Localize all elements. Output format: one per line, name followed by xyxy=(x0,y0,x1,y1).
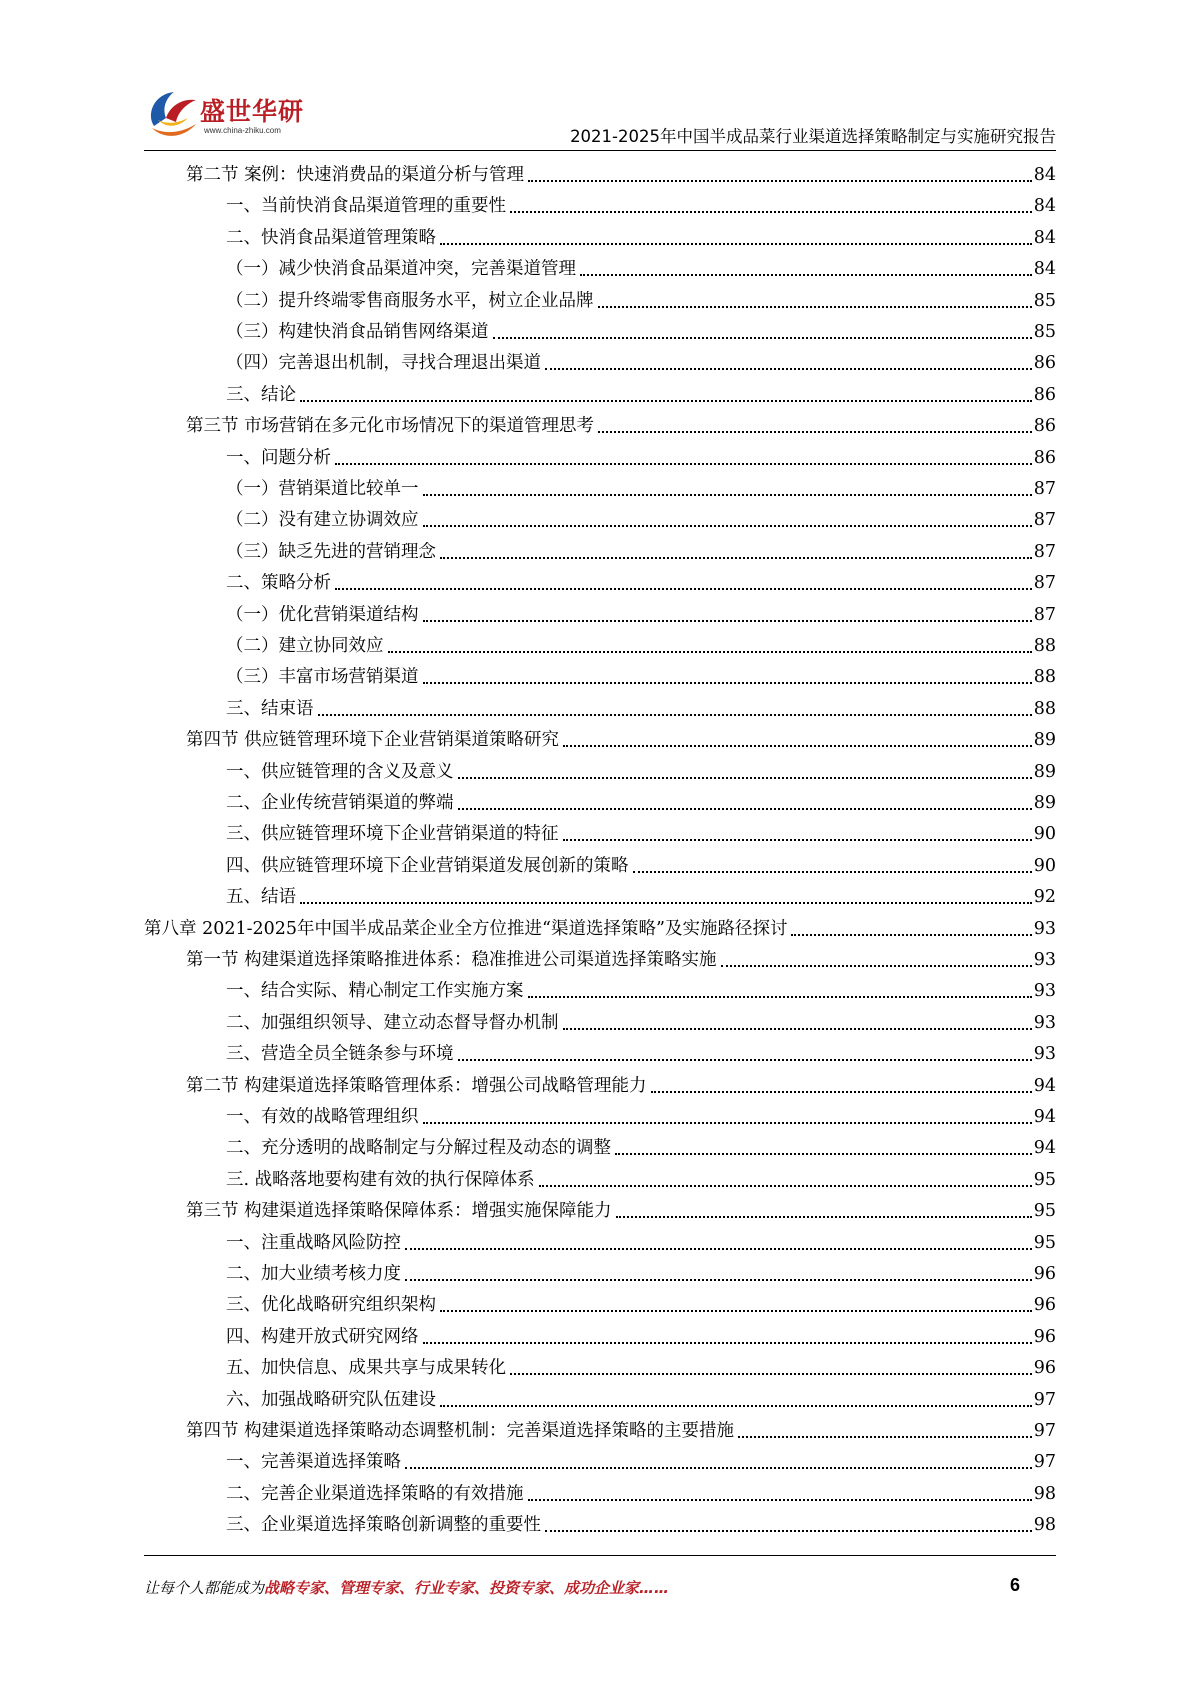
toc-leader-dots xyxy=(423,619,1032,622)
toc-entry[interactable] xyxy=(226,883,1056,911)
toc-entry-page: 95 xyxy=(1033,1232,1056,1253)
toc-entry-page: 87 xyxy=(1033,510,1056,531)
toc-entry-label: （一）减少快消食品渠道冲突，完善渠道管理 xyxy=(226,259,576,280)
toc-leader-dots xyxy=(510,210,1032,213)
toc-entry-label: 一、当前快消食品渠道管理的重要性 xyxy=(226,196,506,217)
toc-entry[interactable] xyxy=(226,632,1056,660)
toc-entry[interactable] xyxy=(186,412,1056,440)
page-header xyxy=(144,78,1056,148)
toc-entry-page: 86 xyxy=(1033,416,1056,437)
toc-leader-dots xyxy=(300,399,1032,402)
toc-entry[interactable] xyxy=(226,820,1056,848)
footer-slogan-prefix: 让每个人都能成为 xyxy=(144,1579,265,1597)
toc-leader-dots xyxy=(423,524,1032,527)
toc-entry-page: 93 xyxy=(1033,950,1056,970)
toc-leader-dots xyxy=(405,1278,1032,1281)
toc-entry-label: （三）缺乏先进的营销理念 xyxy=(226,541,436,562)
toc-entry-page: 84 xyxy=(1033,259,1056,280)
toc-leader-dots xyxy=(423,1341,1032,1344)
toc-entry-label: 一、完善渠道选择策略 xyxy=(226,1452,401,1473)
toc-leader-dots xyxy=(440,1404,1032,1407)
toc-leader-dots xyxy=(545,367,1032,370)
toc-entry-page: 88 xyxy=(1033,667,1056,688)
toc-entry-page: 94 xyxy=(1033,1138,1056,1159)
toc-entry-label: 五、加快信息、成果共享与成果转化 xyxy=(226,1358,506,1379)
toc-entry[interactable] xyxy=(226,1009,1056,1037)
footer-slogan xyxy=(144,1577,669,1598)
footer-slogan-highlight: 战略专家、管理专家、行业专家、投资专家、成功企业家…… xyxy=(264,1579,670,1597)
toc-leader-dots xyxy=(388,650,1032,653)
toc-leader-dots xyxy=(791,933,1031,936)
toc-leader-dots xyxy=(598,305,1032,308)
toc-entry[interactable] xyxy=(226,1323,1056,1351)
toc-entry[interactable] xyxy=(226,318,1056,346)
toc-entry[interactable] xyxy=(226,1103,1056,1131)
toc-entry-page: 96 xyxy=(1033,1295,1056,1316)
toc-entry-label: 第四节 供应链管理环境下企业营销渠道策略研究 xyxy=(186,730,560,751)
toc-leader-dots xyxy=(423,493,1032,496)
report-title: 2021-2025年中国半成品菜行业渠道选择策略制定与实施研究报告 xyxy=(570,127,1056,146)
toc-entry-page: 86 xyxy=(1033,353,1056,374)
toc-leader-dots xyxy=(539,1184,1032,1187)
toc-entry-label: 六、加强战略研究队伍建设 xyxy=(226,1389,436,1410)
toc-entry[interactable] xyxy=(226,1354,1056,1382)
toc-entry-page: 87 xyxy=(1033,573,1056,594)
toc-leader-dots xyxy=(440,1309,1032,1312)
toc-entry-page: 98 xyxy=(1033,1515,1056,1536)
toc-entry-label: 二、加大业绩考核力度 xyxy=(226,1264,401,1284)
toc-entry[interactable] xyxy=(226,287,1056,315)
toc-leader-dots xyxy=(563,1027,1032,1030)
toc-entry[interactable] xyxy=(226,569,1056,597)
toc-entry-label: （一）营销渠道比较单一 xyxy=(226,479,419,499)
toc-leader-dots xyxy=(335,587,1032,590)
toc-entry[interactable] xyxy=(226,1166,1056,1194)
toc-entry[interactable] xyxy=(186,946,1056,974)
toc-entry-label: 二、策略分析 xyxy=(226,573,331,594)
toc-entry[interactable] xyxy=(226,1448,1056,1476)
toc-entry-label: 三、优化战略研究组织架构 xyxy=(226,1295,436,1316)
toc-leader-dots xyxy=(616,1215,1032,1218)
toc-entry-page: 94 xyxy=(1033,1107,1056,1127)
toc-entry[interactable] xyxy=(226,1040,1056,1068)
toc-entry[interactable] xyxy=(226,444,1056,472)
toc-leader-dots xyxy=(633,870,1032,873)
toc-entry-label: 第八章 2021-2025年中国半成品菜企业全方位推进“渠道选择策略”及实施路径探讨 xyxy=(144,918,788,939)
toc-entry[interactable] xyxy=(186,161,1056,189)
toc-entry-label: 三、供应链管理环境下企业营销渠道的特征 xyxy=(226,824,559,845)
toc-leader-dots xyxy=(423,681,1032,684)
toc-entry[interactable] xyxy=(226,1386,1056,1414)
toc-entry[interactable] xyxy=(226,789,1056,817)
page-number: 6 xyxy=(1010,1575,1021,1595)
toc-entry[interactable] xyxy=(226,538,1056,566)
logo-emblem-icon xyxy=(144,84,202,142)
toc-entry-page: 97 xyxy=(1033,1452,1056,1473)
toc-entry[interactable] xyxy=(226,381,1056,409)
toc-entry-label: 三. 战略落地要构建有效的执行保障体系 xyxy=(226,1169,535,1190)
toc-entry-label: 二、快消食品渠道管理策略 xyxy=(226,227,436,248)
toc-entry-page: 85 xyxy=(1033,322,1056,342)
toc-entry-label: 一、注重战略风险防控 xyxy=(226,1232,401,1253)
toc-leader-dots xyxy=(510,1372,1032,1375)
toc-entry-page: 89 xyxy=(1033,730,1056,751)
toc-entry-label: 第一节 构建渠道选择策略推进体系：稳准推进公司渠道选择策略实施 xyxy=(186,950,717,970)
toc-entry-page: 88 xyxy=(1033,636,1056,656)
toc-entry-label: （二）建立协同效应 xyxy=(226,636,384,656)
toc-entry-page: 90 xyxy=(1033,824,1056,845)
toc-leader-dots xyxy=(651,1090,1032,1093)
toc-entry-page: 96 xyxy=(1033,1264,1056,1284)
toc-entry[interactable] xyxy=(226,1291,1056,1319)
toc-leader-dots xyxy=(528,995,1032,998)
toc-entry-label: （二）提升终端零售商服务水平，树立企业品牌 xyxy=(226,290,594,311)
toc-entry-page: 96 xyxy=(1033,1358,1056,1379)
toc-entry[interactable] xyxy=(186,1417,1056,1445)
toc-entry-label: 一、结合实际、精心制定工作实施方案 xyxy=(226,981,524,1002)
toc-entry-label: 三、结论 xyxy=(226,384,296,405)
toc-entry[interactable] xyxy=(144,915,1056,943)
toc-entry-label: 二、加强组织领导、建立动态督导督办机制 xyxy=(226,1012,559,1033)
toc-entry-page: 96 xyxy=(1033,1326,1056,1347)
toc-entry-page: 90 xyxy=(1033,855,1056,876)
toc-entry-label: 一、问题分析 xyxy=(226,447,331,468)
toc-entry[interactable] xyxy=(226,224,1056,252)
toc-leader-dots xyxy=(545,1529,1032,1532)
toc-leader-dots xyxy=(563,838,1032,841)
toc-entry-label: 一、供应链管理的含义及意义 xyxy=(226,761,454,782)
toc-entry[interactable] xyxy=(226,255,1056,283)
toc-entry-label: （三）构建快消食品销售网络渠道 xyxy=(226,322,489,342)
logo-url: www.china-zhiku.com xyxy=(204,126,281,135)
toc-entry-page: 92 xyxy=(1033,887,1056,908)
toc-entry-page: 97 xyxy=(1033,1421,1056,1441)
toc-entry-label: 四、构建开放式研究网络 xyxy=(226,1326,419,1347)
toc-leader-dots xyxy=(440,556,1032,559)
toc-entry-page: 98 xyxy=(1033,1483,1056,1504)
toc-entry-page: 93 xyxy=(1033,981,1056,1002)
toc-entry[interactable] xyxy=(226,663,1056,691)
toc-entry-page: 87 xyxy=(1033,604,1056,625)
toc-entry[interactable] xyxy=(226,1511,1056,1539)
toc-leader-dots xyxy=(615,1152,1032,1155)
toc-leader-dots xyxy=(493,336,1032,339)
toc-entry-page: 87 xyxy=(1033,541,1056,562)
toc-entry-label: （四）完善退出机制，寻找合理退出渠道 xyxy=(226,353,541,374)
toc-leader-dots xyxy=(528,1498,1032,1501)
toc-entry-page: 94 xyxy=(1033,1075,1056,1096)
toc-entry-page: 87 xyxy=(1033,479,1056,499)
toc-entry-label: 第四节 构建渠道选择策略动态调整机制：完善渠道选择策略的主要措施 xyxy=(186,1421,735,1441)
toc-entry-label: 第三节 市场营销在多元化市场情况下的渠道管理思考 xyxy=(186,416,595,437)
toc-entry-page: 93 xyxy=(1033,918,1056,939)
toc-entry[interactable] xyxy=(226,1480,1056,1508)
toc-entry-label: 三、企业渠道选择策略创新调整的重要性 xyxy=(226,1515,541,1536)
toc-entry[interactable] xyxy=(226,852,1056,880)
toc-entry-label: 第三节 构建渠道选择策略保障体系：增强实施保障能力 xyxy=(186,1201,612,1222)
toc-entry-page: 95 xyxy=(1033,1201,1056,1222)
toc-entry-label: （一）优化营销渠道结构 xyxy=(226,604,419,625)
toc-entry[interactable] xyxy=(186,726,1056,754)
toc-leader-dots xyxy=(721,964,1032,967)
toc-entry-page: 93 xyxy=(1033,1044,1056,1065)
toc-leader-dots xyxy=(405,1247,1032,1250)
toc-entry-page: 86 xyxy=(1033,384,1056,405)
toc-leader-dots xyxy=(440,242,1032,245)
toc-entry[interactable] xyxy=(186,1197,1056,1225)
toc-entry[interactable] xyxy=(186,1072,1056,1100)
toc-entry-label: （二）没有建立协调效应 xyxy=(226,510,419,531)
toc-entry[interactable] xyxy=(226,758,1056,786)
toc-entry-page: 95 xyxy=(1033,1169,1056,1190)
toc-leader-dots xyxy=(458,1058,1032,1061)
toc-leader-dots xyxy=(458,807,1032,810)
toc-leader-dots xyxy=(405,1466,1032,1469)
toc-leader-dots xyxy=(580,273,1032,276)
toc-entry-page: 89 xyxy=(1033,761,1056,782)
company-logo xyxy=(144,78,314,148)
toc-entry-page: 84 xyxy=(1033,196,1056,217)
toc-entry-label: 第二节 构建渠道选择策略管理体系：增强公司战略管理能力 xyxy=(186,1075,647,1096)
toc-entry[interactable] xyxy=(226,506,1056,534)
toc-entry-page: 86 xyxy=(1033,447,1056,468)
toc-entry-label: 三、结束语 xyxy=(226,698,314,719)
toc-leader-dots xyxy=(423,1121,1032,1124)
footer-divider xyxy=(144,1555,1056,1556)
toc-entry[interactable] xyxy=(226,1229,1056,1257)
toc-entry-label: 三、营造全员全链条参与环境 xyxy=(226,1044,454,1065)
toc-entry[interactable] xyxy=(226,192,1056,220)
toc-leader-dots xyxy=(528,179,1032,182)
toc-entry[interactable] xyxy=(226,349,1056,377)
toc-entry-page: 84 xyxy=(1033,227,1056,248)
toc-leader-dots xyxy=(563,744,1032,747)
toc-entry[interactable] xyxy=(226,977,1056,1005)
toc-leader-dots xyxy=(318,713,1032,716)
toc-entry-label: 五、结语 xyxy=(226,887,296,908)
toc-entry[interactable] xyxy=(226,475,1056,503)
toc-leader-dots xyxy=(335,462,1032,465)
toc-entry[interactable] xyxy=(226,695,1056,723)
toc-leader-dots xyxy=(738,1435,1032,1438)
toc-entry-label: （三）丰富市场营销渠道 xyxy=(226,667,419,688)
toc-entry-page: 84 xyxy=(1033,165,1056,185)
toc-entry-page: 88 xyxy=(1033,698,1056,719)
toc-entry-page: 85 xyxy=(1033,290,1056,311)
toc-entry-page: 89 xyxy=(1033,793,1056,813)
toc-leader-dots xyxy=(598,430,1032,433)
toc-entry-label: 一、有效的战略管理组织 xyxy=(226,1107,419,1127)
toc-entry-label: 二、充分透明的战略制定与分解过程及动态的调整 xyxy=(226,1138,611,1159)
toc-entry[interactable] xyxy=(226,601,1056,629)
toc-entry-label: 第二节 案例：快速消费品的渠道分析与管理 xyxy=(186,165,525,185)
toc-leader-dots xyxy=(458,776,1032,779)
toc-entry-page: 93 xyxy=(1033,1012,1056,1033)
header-divider xyxy=(144,150,1056,151)
toc-entry-page: 97 xyxy=(1033,1389,1056,1410)
logo-text: 盛世华研 xyxy=(200,97,305,126)
toc-entry-label: 二、完善企业渠道选择策略的有效措施 xyxy=(226,1483,524,1504)
toc-entry-label: 四、供应链管理环境下企业营销渠道发展创新的策略 xyxy=(226,855,629,876)
toc-entry[interactable] xyxy=(226,1134,1056,1162)
toc-leader-dots xyxy=(300,901,1032,904)
toc-entry[interactable] xyxy=(226,1260,1056,1288)
toc-entry-label: 二、企业传统营销渠道的弊端 xyxy=(226,793,454,813)
